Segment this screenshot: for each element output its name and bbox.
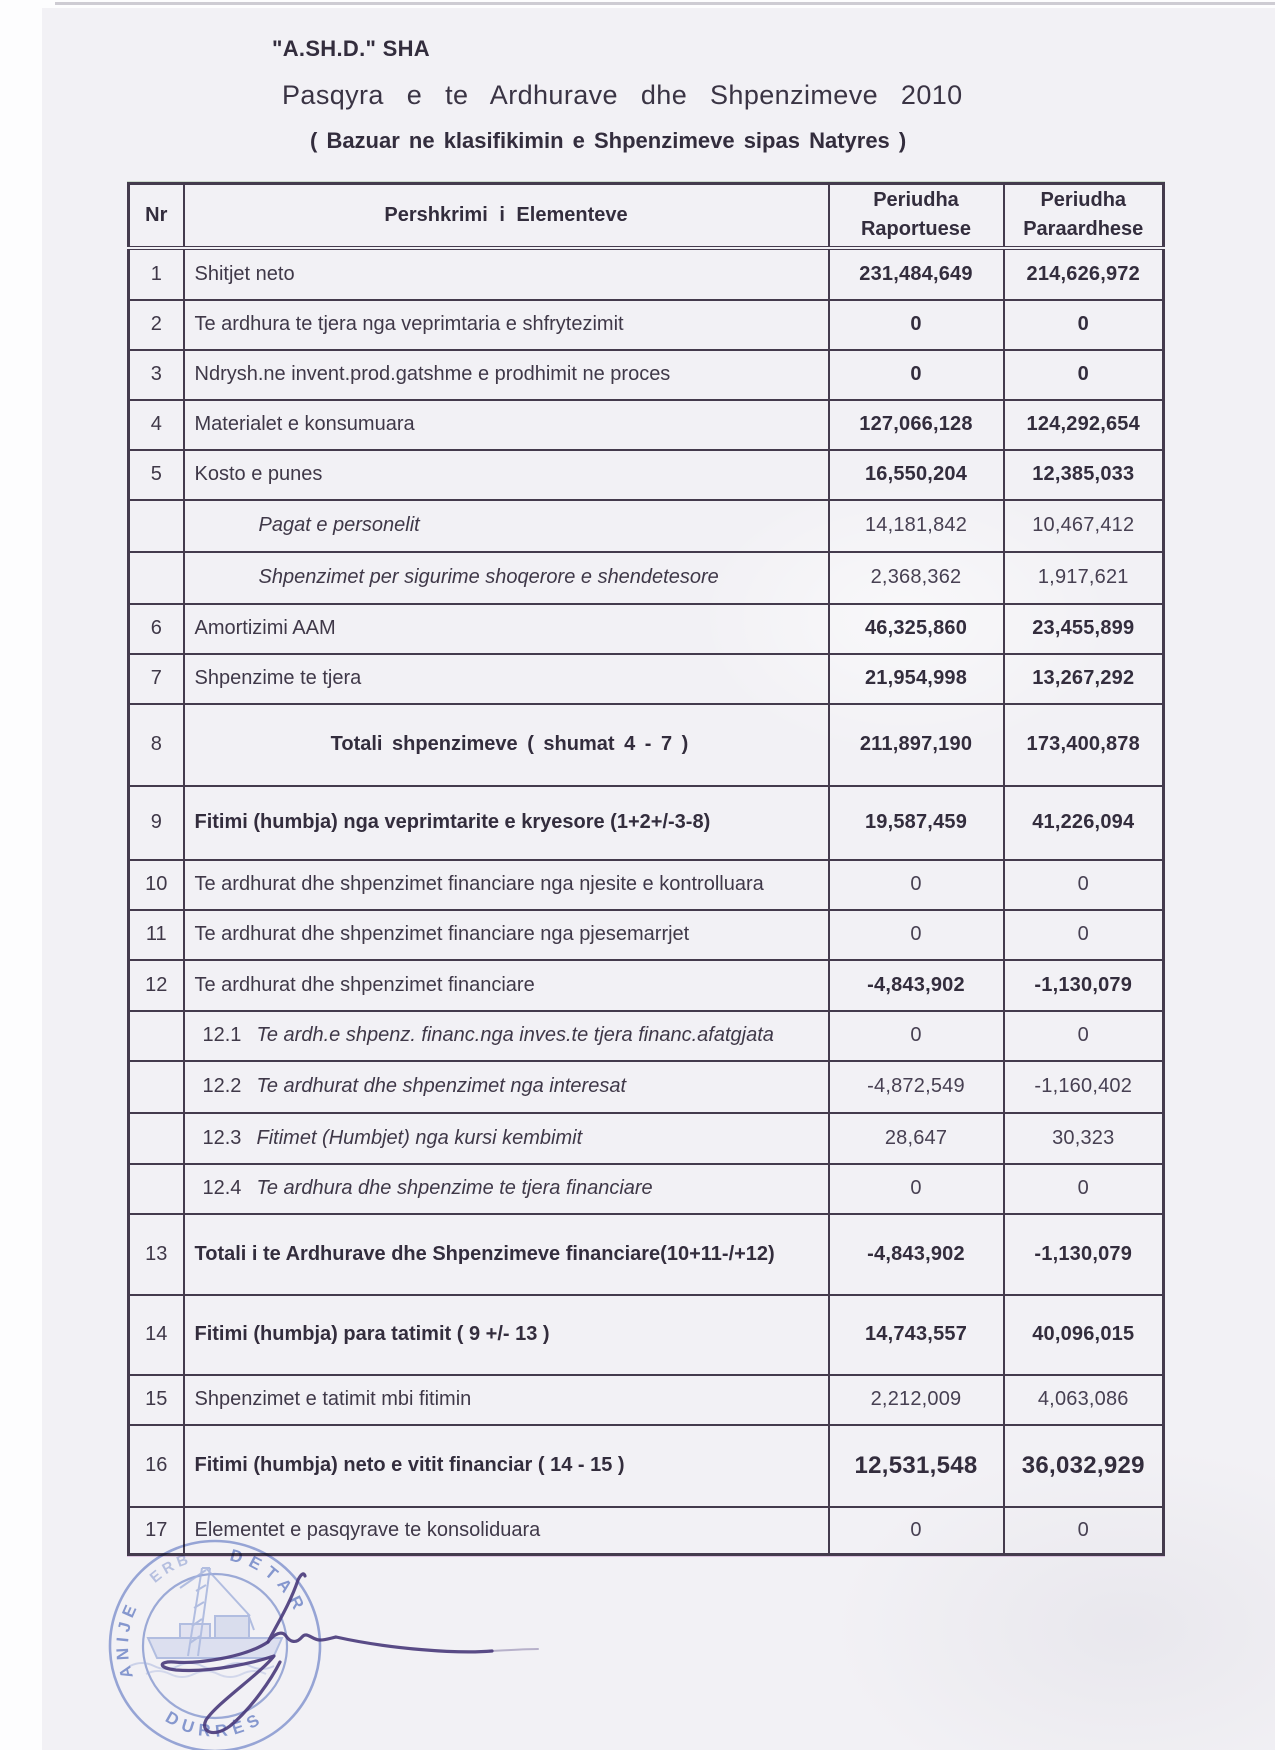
table-row [129,1011,1164,1061]
row-label-text: Shpenzimet e tatimit mbi fitimin [194,1388,472,1410]
row-value-current: 0 [829,1011,1004,1061]
row-value-current: 0 [829,350,1004,400]
row-nr: 2 [129,300,184,350]
row-label-text: Fitimi (humbja) neto e vitit financiar ( 14 - 15 ) [194,1454,625,1476]
row-value-previous: 124,292,654 [1004,400,1164,450]
row-label-text: Pagat e personelit [258,514,420,536]
row-label-text: Te ardhurat dhe shpenzimet nga interesat [256,1075,627,1097]
row-value-previous: 173,400,878 [1004,704,1164,786]
row-value-previous: 23,455,899 [1004,604,1164,654]
row-value-previous: 10,467,412 [1004,500,1164,552]
row-nr: 15 [129,1375,184,1425]
row-value-current: 2,368,362 [829,552,1004,604]
page-subtitle: ( Bazuar ne klasifikimin e Shpenzimeve sipas Natyres ) [310,128,907,153]
row-nr: 5 [129,450,184,500]
row-value-previous: 0 [1004,1507,1164,1555]
row-value-previous: 214,626,972 [1004,248,1164,300]
row-label [184,300,829,350]
row-value-previous: 0 [1004,300,1164,350]
row-label [184,1011,829,1061]
table-header-row [129,184,1164,248]
table-row [129,1425,1164,1507]
svg-text:DURRËS [162,1708,268,1741]
company-stamp-and-signature [60,1518,620,1750]
row-label [184,704,829,786]
row-label-text: Te ardhura dhe shpenzime te tjera financiare [256,1177,653,1199]
row-value-previous: 0 [1004,860,1164,910]
row-label-text: Te ardhurat dhe shpenzimet financiare [194,973,535,996]
row-label [184,786,829,860]
row-label [184,604,829,654]
row-value-current: 127,066,128 [829,400,1004,450]
row-nr: 17 [129,1507,184,1555]
row-label [184,860,829,910]
row-nr [129,500,184,552]
row-value-previous: 1,917,621 [1004,552,1164,604]
row-value-current: 28,647 [829,1113,1004,1164]
company-name: "A.SH.D." SHA [272,36,430,61]
row-value-current: 12,531,548 [829,1425,1004,1507]
row-nr: 7 [129,654,184,704]
row-label [184,1113,829,1164]
row-value-current: 14,743,557 [829,1295,1004,1375]
table-row [129,960,1164,1011]
row-label [184,552,829,604]
row-label-text: Shitjet neto [194,262,295,285]
row-value-previous: 36,032,929 [1004,1425,1164,1507]
round-stamp-icon [110,1541,320,1750]
row-value-current: 211,897,190 [829,704,1004,786]
row-label [184,500,829,552]
table-row [129,654,1164,704]
table-row [129,500,1164,552]
row-label-text: Te ardhurat dhe shpenzimet financiare nga njesite e kontrolluara [194,873,764,895]
row-nr: 8 [129,704,184,786]
table-row [129,350,1164,400]
row-value-current: 0 [829,300,1004,350]
table-row [129,450,1164,500]
row-nr [129,1061,184,1113]
row-value-current: 231,484,649 [829,248,1004,300]
row-value-previous: 0 [1004,910,1164,960]
row-label [184,450,829,500]
row-value-current: -4,843,902 [829,960,1004,1011]
row-label-text: Elementet e pasqyrave te konsoliduara [194,1518,541,1541]
row-label-text: Kosto e punes [194,463,323,485]
row-value-current: 0 [829,910,1004,960]
row-label [184,960,829,1011]
table-row [129,1214,1164,1295]
row-nr: 6 [129,604,184,654]
row-label-prefix: 12.1 [202,1024,242,1046]
table-row [129,860,1164,910]
table-row [129,1375,1164,1425]
row-value-current: 21,954,998 [829,654,1004,704]
row-value-previous: -1,160,402 [1004,1061,1164,1113]
row-label-text: Materialet e konsumuara [194,413,415,435]
header-description: Pershkrimi i Elementeve [184,184,829,248]
row-value-current: 0 [829,860,1004,910]
row-label [184,1295,829,1375]
row-value-current: 0 [829,1164,1004,1214]
table-row [129,704,1164,786]
row-label-text: Amortizimi AAM [194,617,336,639]
row-nr [129,552,184,604]
stamp-text-left: ANIJE [112,1597,143,1681]
row-value-previous: -1,130,079 [1004,1214,1164,1295]
row-nr [129,1164,184,1214]
stamp-text-right: DETAR [227,1545,311,1619]
row-nr: 12 [129,960,184,1011]
row-nr: 4 [129,400,184,450]
row-value-current: -4,872,549 [829,1061,1004,1113]
row-value-previous: 0 [1004,350,1164,400]
row-label-text: Totali i te Ardhurave dhe Shpenzimeve financiare(10+11-/+12) [194,1242,775,1265]
row-label [184,654,829,704]
row-label [184,1214,829,1295]
stamp-text-top: ERB [146,1549,195,1587]
row-label-text: Te ardhurat dhe shpenzimet financiare nga pjesemarrjet [194,923,690,945]
scan-artifact-line [55,2,1275,5]
row-label-prefix: 12.3 [202,1126,242,1149]
stamp-text-bottom: DURRËS [162,1707,268,1741]
row-label-text: Fitimi (humbja) nga veprimtarite e kryesore (1+2+/-3-8) [194,811,711,833]
row-label [184,1164,829,1214]
row-value-current: 2,212,009 [829,1375,1004,1425]
row-value-current: -4,843,902 [829,1214,1004,1295]
row-nr: 11 [129,910,184,960]
header-nr: Nr [129,184,184,248]
row-value-previous: -1,130,079 [1004,960,1164,1011]
row-label-text: Fitimi (humbja) para tatimit ( 9 +/- 13 ) [194,1323,550,1345]
row-label [184,1061,829,1113]
row-value-current: 19,587,459 [829,786,1004,860]
statement-table-body [129,248,1164,1555]
row-label [184,400,829,450]
row-value-previous: 13,267,292 [1004,654,1164,704]
row-nr: 10 [129,860,184,910]
row-value-previous: 40,096,015 [1004,1295,1164,1375]
row-label-text: Ndrysh.ne invent.prod.gatshme e prodhimit ne proces [194,363,671,385]
row-label-text: Shpenzime te tjera [194,667,362,689]
row-label [184,350,829,400]
row-value-previous: 0 [1004,1164,1164,1214]
row-label [184,1375,829,1425]
table-row [129,1061,1164,1113]
row-nr: 14 [129,1295,184,1375]
row-nr: 16 [129,1425,184,1507]
table-row [129,400,1164,450]
row-value-previous: 41,226,094 [1004,786,1164,860]
row-label-text: Totali shpenzimeve ( shumat 4 - 7 ) [330,733,689,755]
svg-text:ERB [147,1550,194,1587]
row-label-text: Te ardh.e shpenz. financ.nga inves.te tjera financ.afatgjata [256,1024,774,1046]
row-label-prefix: 12.4 [202,1177,242,1199]
table-row [129,552,1164,604]
table-row [129,910,1164,960]
row-nr: 13 [129,1214,184,1295]
header-period-previous: Periudha Paraardhese [1004,184,1164,248]
row-value-previous: 12,385,033 [1004,450,1164,500]
row-nr [129,1113,184,1164]
row-value-previous: 4,063,086 [1004,1375,1164,1425]
row-value-current: 16,550,204 [829,450,1004,500]
header-period-current: Periudha Raportuese [829,184,1004,248]
table-row [129,300,1164,350]
table-row [129,1295,1164,1375]
row-label-text: Fitimet (Humbjet) nga kursi kembimit [256,1126,583,1149]
row-value-current: 46,325,860 [829,604,1004,654]
row-label-text: Te ardhura te tjera nga veprimtaria e shfrytezimit [194,313,624,335]
row-label [184,1425,829,1507]
table-row [129,786,1164,860]
row-value-previous: 0 [1004,1011,1164,1061]
table-row [129,1164,1164,1214]
row-nr: 1 [129,248,184,300]
income-statement-table [127,182,1165,1556]
table-row [129,1113,1164,1164]
table-row [129,248,1164,300]
row-value-current: 0 [829,1507,1004,1555]
row-label-text: Shpenzimet per sigurime shoqerore e shendetesore [258,566,719,588]
row-nr [129,1011,184,1061]
row-nr: 3 [129,350,184,400]
row-label-prefix: 12.2 [202,1075,242,1097]
row-value-current: 14,181,842 [829,500,1004,552]
row-nr: 9 [129,786,184,860]
table-row [129,604,1164,654]
row-label [184,248,829,300]
row-label [184,910,829,960]
page-title: Pasqyra e te Ardhurave dhe Shpenzimeve 2010 [282,80,963,110]
row-value-previous: 30,323 [1004,1113,1164,1164]
